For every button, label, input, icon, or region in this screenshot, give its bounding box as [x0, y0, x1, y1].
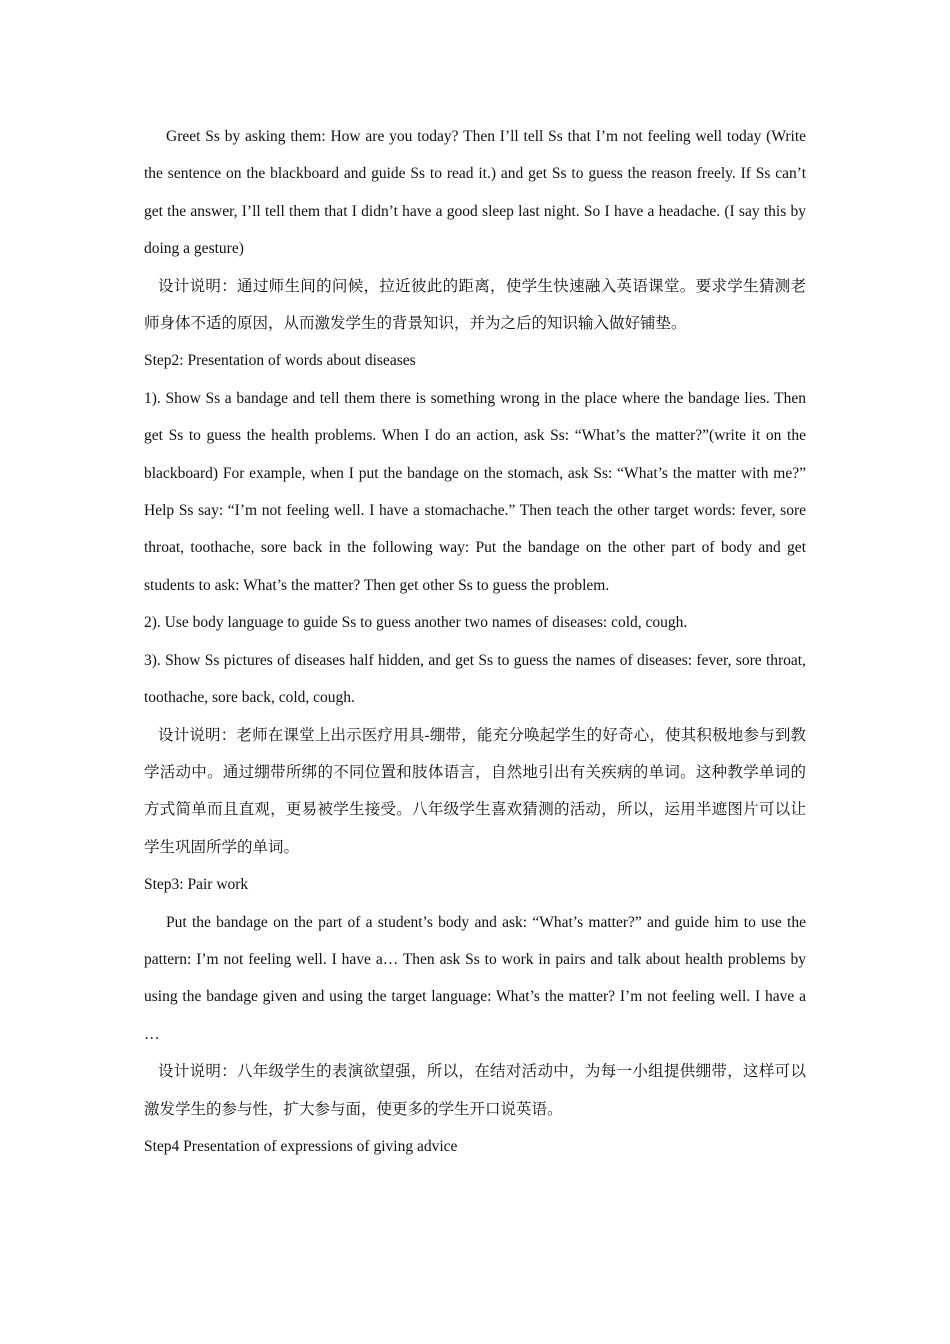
step3-body: Put the bandage on the part of a student’s body and ask: “What’s matter?” and guide him to use the pattern: I’m not feeling well. I have a… Then ask Ss to work in pairs and talk about health problems by using the bandage given and using the target language: What’s the matter? I’m not feeling well. I have a …	[144, 913, 806, 1043]
document-page	[144, 118, 806, 1165]
paragraph-greeting: Greet Ss by asking them: How are you today? Then I’ll tell Ss that I’m not feeling well today (Write the sentence on the blackboard and guide Ss to read it.) and get Ss to guess the reason freely. If Ss can’t get the answer, I’ll tell them that I didn’t have a good sleep last night. So I have a headache. (I say this by doing a gesture)	[144, 128, 806, 258]
step2-item-1: 1). Show Ss a bandage and tell them there is something wrong in the place where the bandage lies. Then get Ss to guess the health problems. When I do an action, ask Ss: “What’s the matter?”(write it on the blackboard) For example, when I put the bandage on the stomach, ask Ss: “What’s the matter with me?” Help Ss say: “I’m not feeling well. I have a stomachache.” Then teach the other target words: fever, sore throat, toothache, sore back in the following way: Put the bandage on the other part of body and get students to ask: What’s the matter? Then get other Ss to guess the problem.	[144, 389, 806, 594]
design-note-3: 设计说明：八年级学生的表演欲望强，所以，在结对活动中，为每一小组提供绷带，这样可以激发学生的参与性，扩大参与面，使更多的学生开口说英语。	[144, 1063, 806, 1118]
step2-item-3: 3). Show Ss pictures of diseases half hidden, and get Ss to guess the names of diseases: fever, sore throat, toothache, sore back, cold, cough.	[144, 651, 806, 707]
step3-heading: Step3: Pair work	[144, 876, 249, 894]
step2-heading: Step2: Presentation of words about diseases	[144, 352, 416, 370]
step4-heading: Step4 Presentation of expressions of giving advice	[144, 1137, 458, 1155]
step2-item-2: 2). Use body language to guide Ss to guess another two names of diseases: cold, cough.	[144, 614, 688, 632]
design-note-1: 设计说明：通过师生间的问候，拉近彼此的距离，使学生快速融入英语课堂。要求学生猜测老师身体不适的原因，从而激发学生的背景知识，并为之后的知识输入做好铺垫。	[144, 277, 806, 333]
design-note-2: 设计说明：老师在课堂上出示医疗用具-绷带，能充分唤起学生的好奇心，使其积极地参与到教学活动中。通过绷带所绑的不同位置和肢体语言，自然地引出有关疾病的单词。这种教学单词的方式简单而且直观，更易被学生接受。八年级学生喜欢猜测的活动，所以，运用半遮图片可以让学生巩固所学的单词。	[144, 726, 806, 856]
